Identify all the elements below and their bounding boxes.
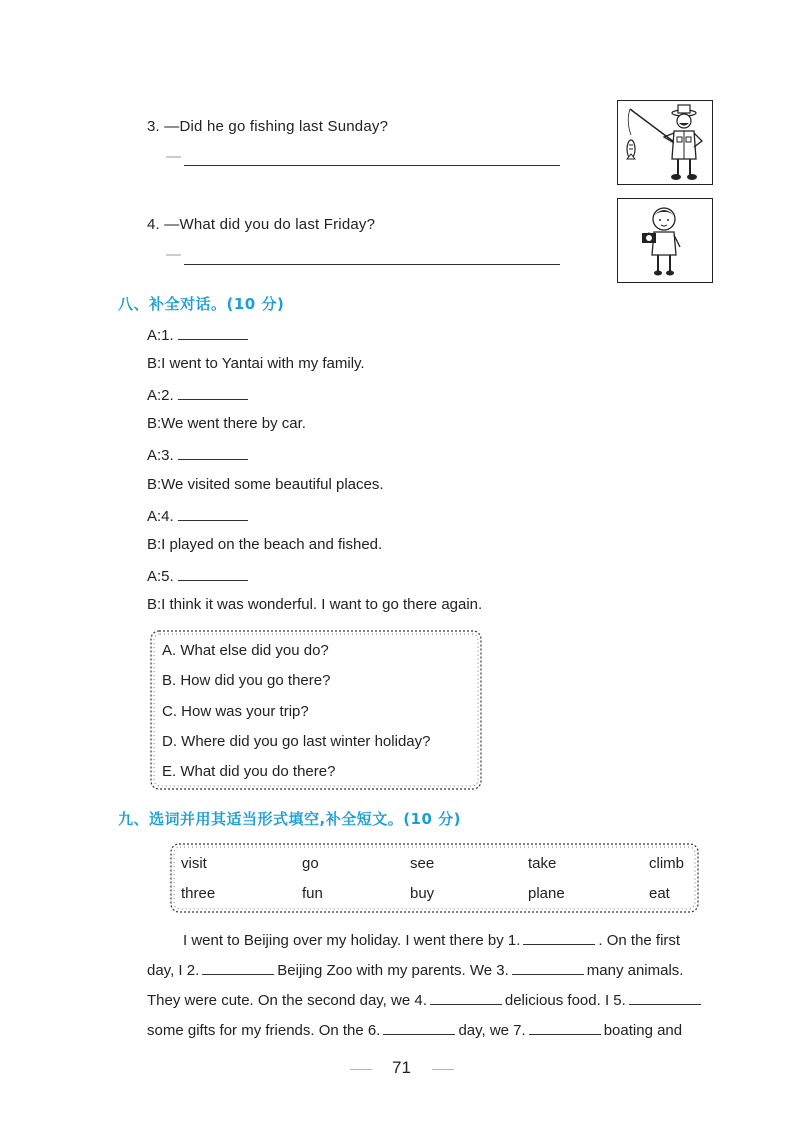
passage-text: some gifts for my friends. On the 6. — [147, 1022, 381, 1039]
dialogue-line-a2 — [147, 385, 248, 404]
answer-dash-4: — — [166, 246, 181, 263]
word-box-border — [167, 840, 702, 916]
dialogue-line-b4: B:I played on the beach and fished. — [147, 536, 383, 553]
answer-dash-3: — — [166, 148, 181, 165]
word-see: see — [410, 855, 435, 872]
dialogue-text: A:1. — [147, 327, 174, 344]
blank-4[interactable] — [178, 506, 248, 521]
question-3: 3. —Did he go fishing last Sunday? — [147, 118, 389, 135]
word-visit: visit — [181, 855, 207, 872]
option-b: B. How did you go there? — [162, 672, 331, 689]
passage-line-3 — [147, 991, 704, 1009]
dialogue-text: A:3. — [147, 447, 174, 464]
word-take: take — [528, 855, 557, 872]
passage-text: many animals. — [586, 962, 684, 979]
dialogue-line-a1 — [147, 325, 248, 344]
passage-text: boating and — [603, 1022, 683, 1039]
dialogue-line-b3: B:We visited some beautiful places. — [147, 476, 384, 493]
dialogue-text: A:5. — [147, 568, 174, 585]
option-a: A. What else did you do? — [162, 642, 329, 659]
passage-line-4 — [147, 1021, 682, 1039]
word-fun: fun — [302, 885, 323, 902]
word-three: three — [181, 885, 216, 902]
passage-blank-4[interactable] — [430, 991, 502, 1005]
dialogue-line-b5: B:I think it was wonderful. I want to go there again. — [147, 596, 483, 613]
option-e: E. What did you do there? — [162, 763, 336, 780]
dialogue-line-a4 — [147, 506, 248, 525]
girl-camera-icon — [618, 199, 712, 282]
dialogue-line-b2: B:We went there by car. — [147, 415, 306, 432]
blank-3[interactable] — [178, 445, 248, 460]
option-c: C. How was your trip? — [162, 703, 309, 720]
passage-blank-1[interactable] — [523, 931, 595, 945]
passage-blank-3[interactable] — [512, 961, 584, 975]
section-9-heading: 九、选词并用其适当形式填空,补全短文。(10 分) — [118, 810, 462, 828]
passage-blank-6[interactable] — [383, 1021, 455, 1035]
passage-text: They were cute. On the second day, we 4. — [147, 992, 427, 1009]
dialogue-text: A:4. — [147, 508, 174, 525]
word-eat: eat — [649, 885, 670, 902]
dialogue-line-a5 — [147, 566, 248, 585]
dialogue-line-a3 — [147, 445, 248, 464]
passage-blank-2[interactable] — [202, 961, 274, 975]
page-number-line-right — [432, 1069, 454, 1070]
girl-camera-picture — [617, 198, 713, 283]
word-go: go — [302, 855, 319, 872]
page-number: 71 — [392, 1058, 411, 1077]
question-4: 4. —What did you do last Friday? — [147, 216, 376, 233]
word-climb: climb — [649, 855, 685, 872]
answer-line-3[interactable] — [184, 165, 560, 166]
section-8-heading: 八、补全对话。(10 分) — [118, 295, 285, 313]
passage-line-1 — [183, 931, 680, 949]
passage-text: delicious food. I 5. — [504, 992, 626, 1009]
passage-text: day, we 7. — [458, 1022, 526, 1039]
blank-1[interactable] — [178, 325, 248, 340]
passage-text: day, I 2. — [147, 962, 200, 979]
passage-line-2 — [147, 961, 683, 979]
blank-2[interactable] — [178, 385, 248, 400]
answer-line-4[interactable] — [184, 264, 560, 265]
word-buy: buy — [410, 885, 435, 902]
passage-text: I went to Beijing over my holiday. I went there by 1. — [183, 932, 521, 949]
word-plane: plane — [528, 885, 565, 902]
option-d: D. Where did you go last winter holiday? — [162, 733, 431, 750]
fishing-man-icon — [618, 101, 712, 184]
fishing-man-picture — [617, 100, 713, 185]
dialogue-line-b1: B:I went to Yantai with my family. — [147, 355, 365, 372]
dialogue-text: A:2. — [147, 387, 174, 404]
passage-blank-7[interactable] — [529, 1021, 601, 1035]
passage-blank-5[interactable] — [629, 991, 701, 1005]
page-number-line-left — [350, 1069, 372, 1070]
passage-text: Beijing Zoo with my parents. We 3. — [277, 962, 509, 979]
passage-text: . On the first — [598, 932, 681, 949]
blank-5[interactable] — [178, 566, 248, 581]
